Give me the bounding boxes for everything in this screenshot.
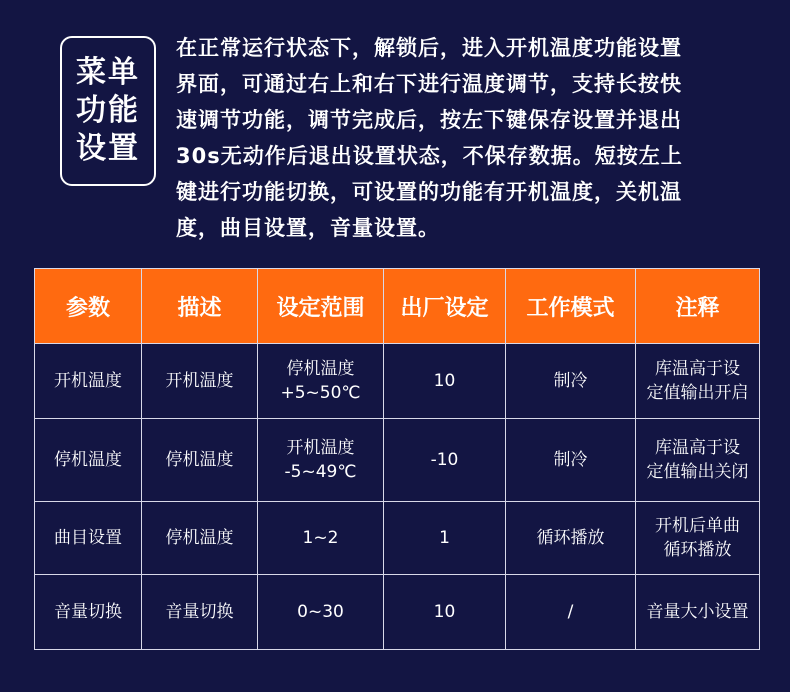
cell-param: 停机温度 (35, 419, 142, 502)
cell-note (636, 502, 760, 575)
cell-param: 曲目设置 (35, 502, 142, 575)
section-label-line: 功能 (76, 93, 140, 128)
note-line: 开机后单曲 (655, 516, 740, 536)
header-note: 注释 (636, 269, 760, 344)
range-line: +5~50℃ (280, 383, 361, 403)
intro-line: 度，曲目设置，音量设置。 (176, 216, 440, 240)
cell-default: 10 (384, 575, 506, 650)
header-default: 出厂设定 (384, 269, 506, 344)
cell-default: 10 (384, 344, 506, 419)
cell-range (258, 502, 384, 575)
table-row (35, 344, 760, 419)
note-line: 库温高于设 (655, 359, 740, 379)
intro-line: 30s无动作后退出设置状态，不保存数据。短按左上 (176, 144, 683, 168)
cell-note (636, 344, 760, 419)
cell-note (636, 575, 760, 650)
intro-line: 在正常运行状态下，解锁后，进入开机温度功能设置 (176, 36, 682, 60)
note-line: 循环播放 (663, 540, 732, 560)
note-line: 音量大小设置 (646, 602, 749, 622)
cell-mode: 制冷 (506, 419, 636, 502)
cell-range (258, 575, 384, 650)
settings-table (34, 268, 760, 650)
range-line: 0~30 (297, 602, 344, 622)
header-range: 设定范围 (258, 269, 384, 344)
intro-line: 速调节功能，调节完成后，按左下键保存设置并退出 (176, 108, 682, 132)
cell-desc: 开机温度 (142, 344, 258, 419)
cell-range (258, 344, 384, 419)
table-header-row (35, 269, 760, 344)
section-label-box (60, 36, 156, 186)
header-param: 参数 (35, 269, 142, 344)
cell-default: -10 (384, 419, 506, 502)
note-line: 定值输出开启 (646, 383, 749, 403)
note-line: 库温高于设 (655, 438, 740, 458)
intro-paragraph (176, 30, 756, 246)
cell-param: 音量切换 (35, 575, 142, 650)
range-line: 停机温度 (286, 359, 355, 379)
range-line: 开机温度 (286, 438, 355, 458)
cell-mode: 循环播放 (506, 502, 636, 575)
intro-line: 键进行功能切换，可设置的功能有开机温度，关机温 (176, 180, 682, 204)
cell-mode: 制冷 (506, 344, 636, 419)
table-row (35, 575, 760, 650)
cell-note (636, 419, 760, 502)
intro-line: 界面，可通过右上和右下进行温度调节，支持长按快 (176, 72, 682, 96)
cell-param: 开机温度 (35, 344, 142, 419)
header-desc: 描述 (142, 269, 258, 344)
range-line: 1~2 (302, 528, 339, 548)
cell-mode: / (506, 575, 636, 650)
table-row (35, 502, 760, 575)
cell-default: 1 (384, 502, 506, 575)
section-label-line: 菜单 (76, 55, 140, 90)
cell-desc: 音量切换 (142, 575, 258, 650)
cell-range (258, 419, 384, 502)
note-line: 定值输出关闭 (646, 462, 749, 482)
cell-desc: 停机温度 (142, 502, 258, 575)
table-row (35, 419, 760, 502)
section-label-line: 设置 (76, 131, 140, 166)
range-line: -5~49℃ (284, 462, 357, 482)
header-mode: 工作模式 (506, 269, 636, 344)
cell-desc: 停机温度 (142, 419, 258, 502)
